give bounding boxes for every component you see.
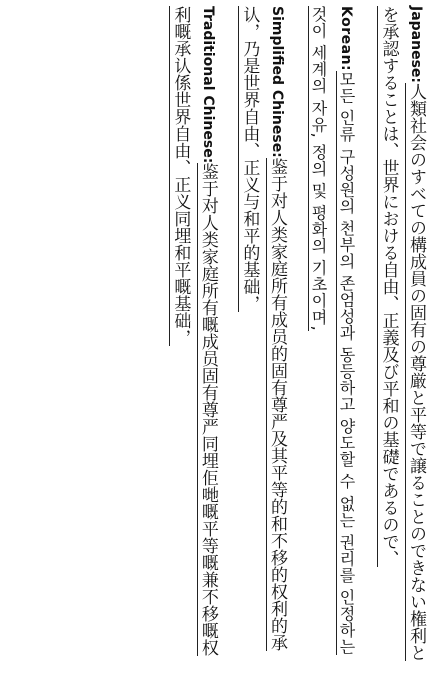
simplified-chinese-text: 鉴于对人类家庭所有成员的固有尊严及其平等的和不移的权利的承认，乃是世界自由、正义与和平的基础， [239, 6, 287, 651]
language-label-simplified-chinese: Simplified Chinese: [268, 6, 285, 158]
simplified-chinese-paragraph [235, 6, 290, 667]
language-label-korean: Korean: [337, 6, 354, 72]
traditional-chinese-text: 鉴于对人类家庭所有嘅成员固有尊严同埋佢哋嘅平等嘅兼不移嘅权利嘅承认係世界自由、正义同埋和平嘅基础， [170, 6, 218, 657]
korean-paragraph [304, 6, 360, 667]
language-label-traditional-chinese: Traditional Chinese: [199, 6, 216, 164]
japanese-text: 人類社会のすべての構成員の固有の尊厳と平等で譲ることのできない権利とを承認することは、世界における自由、正義及び平和の基礎であるので、 [378, 6, 426, 662]
japanese-paragraph [374, 6, 429, 667]
language-label-japanese: Japanese: [408, 6, 424, 84]
traditional-chinese-paragraph [166, 6, 221, 667]
korean-text: 모든 인류 구성원의 천부의 존엄성과 동등하고 양도할 수 없는 권리를 인정하는 것이 세계의 자유, 정의 및 평화의 기초이며, [308, 6, 356, 655]
